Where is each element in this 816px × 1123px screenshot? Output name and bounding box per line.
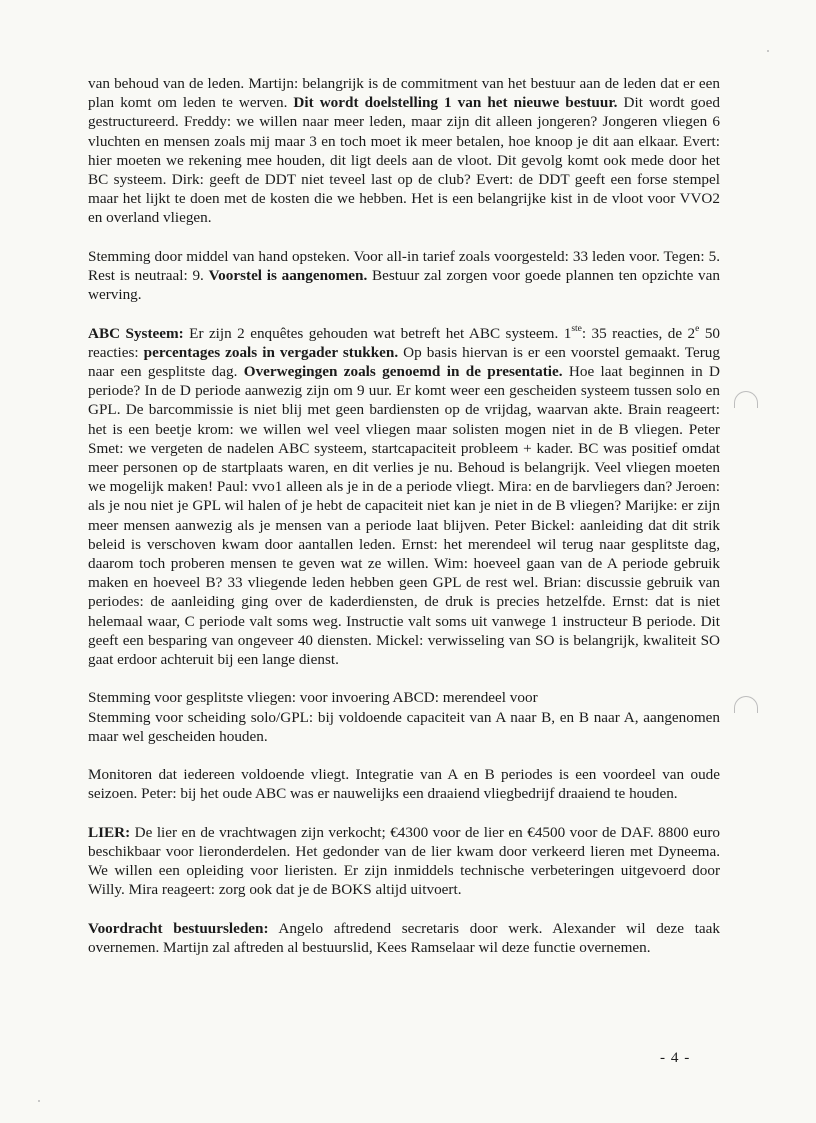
bold-text-run: Voordracht bestuursleden: — [88, 919, 269, 937]
text-run: Er zijn 2 enquêtes gehouden wat betreft het ABC systeem. 1 — [183, 324, 572, 342]
punch-hole-mark — [734, 696, 758, 713]
scan-speck — [767, 50, 769, 52]
text-run: Hoe laat beginnen in D periode? In de D periode aanwezig zijn om 9 uur. Er komt weer een gescheiden systeem tussen solo en GPL. De barcommissie is niet blij met geen bardiensten op de vrijdag, waarvan akte. Brain reageert: het is een beetje krom: we willen wel veel vliegen maar solisten mogen niet in de B vliegen. Peter Smet: we vergeten de nadelen ABC systeem, startcapaciteit probleem + kader. BC was positief omdat meer personen op de startplaats waren, en dit verlies je nu. Behoud is belangrijk. Veel vliegen moeten we mogelijk maken! Paul: vvo1 alleen als je in de a periode vliegt. Mira: en de barvliegers dan? Jeroen: als je nou niet je GPL wil halen of je hebt de capaciteit niet kan je niet in de B vliegen? Marijke: er zijn meer mensen aanwezig als je mensen van a periode laat blijven. Peter Bickel: aanleiding dat dit strik beleid is verschoven kwam door aantallen leden. Ernst: het merendeel wil terug naar gesplitste dag, daarom toch proberen mensen te geven wat ze willen. Wim: hoeveel gaan van de A periode gebruik maken en hoeveel B? 33 vliegende leden hebben geen GPL de rest wel. Brian: discussie gebruik van periodes: de aanleiding ging over de kaderdiensten, de druk is precies hetzelfde. Ernst: dat is niet helemaal waar, C periode valt soms weg. Instructie valt soms uit vanwege 1 instructeur B periode. Dit geeft een besparing van ongeveer 40 diensten. Mickel: verwisseling van SO is belangrijk, kwaliteit SO gaat erdoor achteruit bij een lange dienst. — [88, 363, 720, 669]
text-run: Op basis hiervan is er een voorstel gemaakt. Terug naar een gesplitste dag. — [88, 343, 720, 381]
scan-speck — [38, 1100, 40, 1102]
paragraph-membership-discussion — [88, 74, 720, 228]
text-run: van behoud van de leden. Martijn: belangrijk is de commitment van het bestuur aan de leden dat er een plan komt om leden te werven. — [88, 75, 720, 112]
paragraph-winch — [88, 823, 720, 900]
bold-text-run: Overwegingen zoals genoemd in de presentatie. — [243, 363, 563, 381]
bold-text-run: LIER: — [88, 823, 131, 841]
paragraph-abc-system — [88, 324, 720, 670]
paragraph-board-nominations — [88, 919, 720, 957]
text-run: Bestuur zal zorgen voor goede plannen ten opzichte van werving. — [88, 267, 720, 304]
text-run: : 35 reacties, de 2 — [581, 324, 696, 342]
paragraph-monitoring — [88, 765, 720, 803]
superscript-run: ste — [571, 323, 582, 334]
text-run: Stemming voor scheiding solo/GPL: bij voldoende capaciteit van A naar B, en B naar A, aangenomen maar wel gescheiden houden. — [88, 708, 720, 745]
superscript-run: e — [695, 323, 700, 334]
bold-text-run: Dit wordt doelstelling 1 van het nieuwe bestuur. — [293, 94, 618, 112]
bold-text-run: ABC Systeem: — [88, 324, 184, 342]
paragraph-all-in-vote — [88, 247, 720, 305]
text-run: Angelo aftredend secretaris door werk. Alexander wil deze taak overnemen. Martijn zal aftreden al bestuurslid, Kees Ramselaar wil deze functie overnemen. — [88, 919, 720, 957]
bold-text-run: Voorstel is aangenomen. — [208, 267, 368, 285]
punch-hole-mark — [734, 391, 758, 408]
text-run: Dit wordt goed gestructureerd. Freddy: we willen naar meer leden, maar zijn dit alleen jongeren? Jongeren vliegen 6 vluchten en mensen zoals mij maar 3 en toch moet ik meer betalen, hoe knoop je dit aan elkaar. Evert: hier moeten we rekening mee houden, dit ligt deels aan de vloot. Dit gevolg komt ook mede door het BC systeem. Dirk: geeft de DDT niet teveel last op de club? Evert: de DDT geeft een forse stempel maar het lijkt te doen met de kosten die we hebben. Het is een belangrijke kist in de vloot voor VVO2 en overland vliegen. — [88, 94, 720, 227]
bold-text-run: percentages zoals in vergader stukken. — [143, 343, 399, 361]
text-run: Stemming door middel van hand opsteken. Voor all-in tarief zoals voorgesteld: 33 leden voor. Tegen: 5. Rest is neutraal: 9. — [88, 247, 720, 285]
text-run: Monitoren dat iedereen voldoende vliegt. Integratie van A en B periodes is een voordeel van oude seizoen. Peter: bij het oude ABC was er nauwelijks een draaiend vliegbedrijf draaiend te houden. — [88, 766, 720, 803]
document-body — [88, 74, 720, 976]
text-run: 50 reacties: — [88, 324, 721, 361]
text-run: De lier en de vrachtwagen zijn verkocht; €4300 voor de lier en €4500 voor de DAF. 8800 euro beschikbaar voor lieronderdelen. Het gedonder van de lier kwam door verkeerd lieren met Dyneema. We willen een opleiding voor lieristen. Er zijn inmiddels technische verbeteringen uitgevoerd door Willy. Mira reageert: zorg ook dat je de BOKS altijd uitvoert. — [88, 823, 720, 899]
text-run: Stemming voor gesplitste vliegen: voor invoering ABCD: merendeel voor — [88, 689, 538, 707]
page-number: - 4 - — [660, 1049, 691, 1066]
paragraph-vote-solo-gpl — [88, 708, 720, 746]
paragraph-vote-split-flying — [88, 688, 720, 707]
